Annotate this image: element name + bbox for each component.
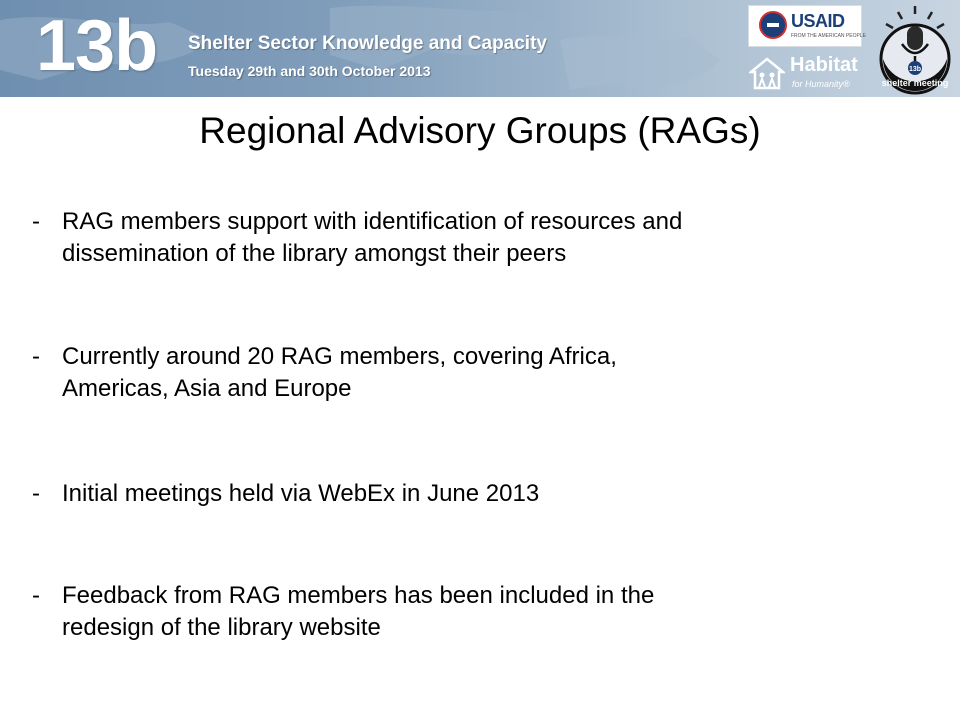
meeting-logo-ring-text: shelter meeting [881,78,949,88]
bullet-dash: - [32,208,40,235]
usaid-seal-icon [759,11,787,39]
usaid-logo [748,5,866,47]
bullet-item [32,478,932,510]
usaid-tagline: FROM THE AMERICAN PEOPLE [791,33,866,39]
bullet-item [32,206,932,270]
bullet-dash: - [32,582,40,609]
event-number: 13b [36,6,158,86]
bullet-text-line1: Currently around 20 RAG members, covering Africa, [62,343,617,370]
bullet-text-line1: RAG members support with identification of resources and [62,208,683,235]
bullet-text-line2: dissemination of the library amongst their peers [62,240,567,267]
bullet-text-line1: Initial meetings held via WebEx in June 2013 [62,480,540,507]
bullet-text-line1: Feedback from RAG members has been included in the [62,582,655,609]
event-title: Shelter Sector Knowledge and Capacity [188,33,547,54]
bullet-dash: - [32,343,40,370]
bullet-item [32,580,932,644]
habitat-tagline: for Humanity® [792,79,850,89]
bullet-text-line2: redesign of the library website [62,614,381,641]
header-banner [0,0,960,97]
bullet-item [32,341,932,405]
slide-title: Regional Advisory Groups (RAGs) [199,110,761,151]
bullet-text-line2: Americas, Asia and Europe [62,375,352,402]
habitat-house-icon [749,56,785,90]
bullet-dash: - [32,480,40,507]
usaid-name: USAID [791,11,845,31]
meeting-logo-number: 13b [908,66,922,73]
event-dates: Tuesday 29th and 30th October 2013 [188,63,431,79]
habitat-name: Habitat [790,54,858,76]
shelter-meeting-logo [874,4,956,96]
